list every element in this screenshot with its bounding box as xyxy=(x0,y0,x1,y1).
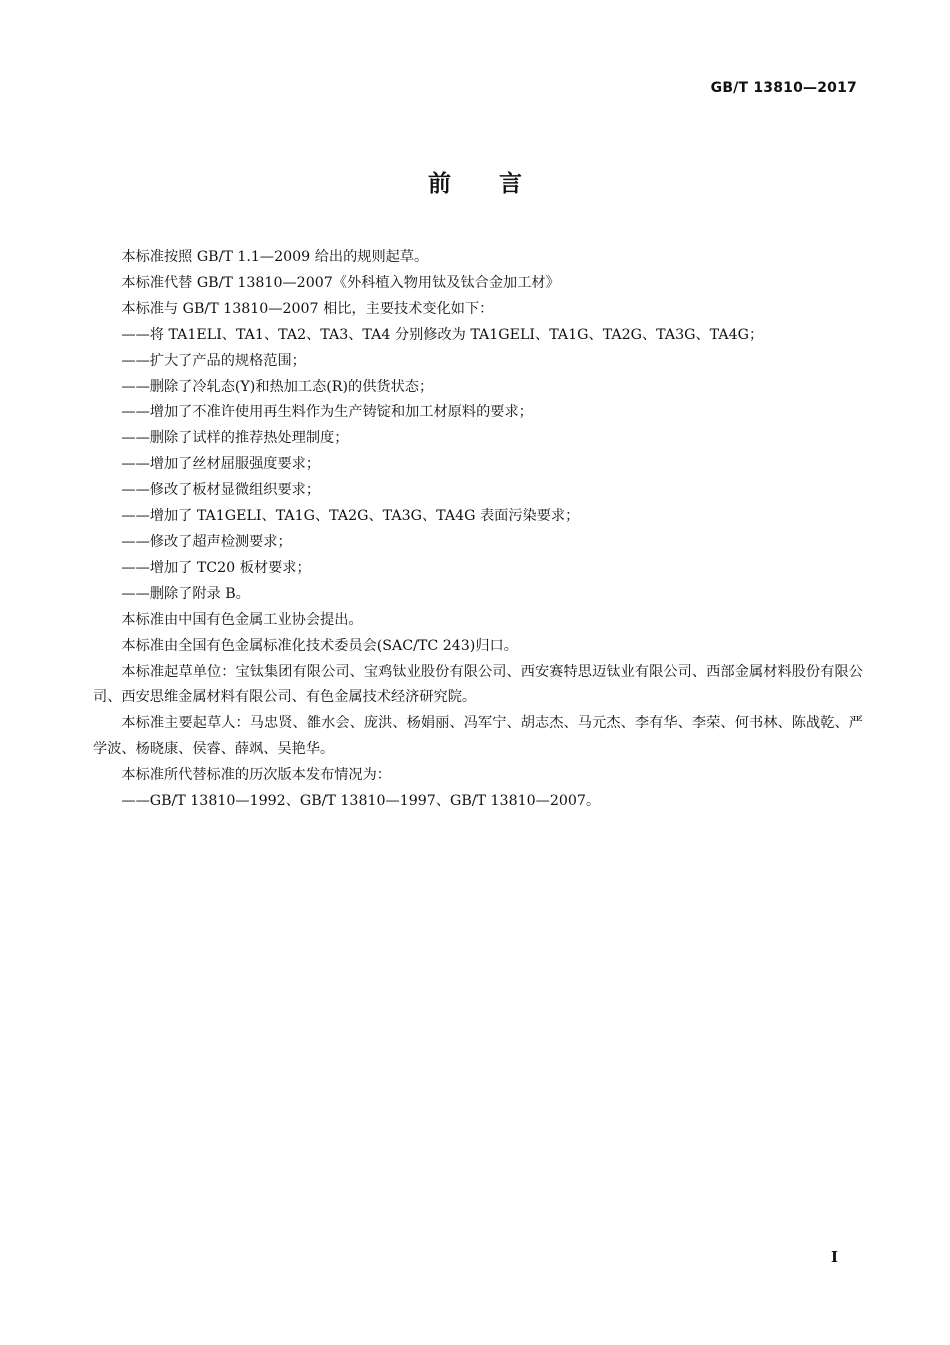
paragraph-replaces: 本标准代替 GB/T 13810—2007《外科植入物用钛及钛合金加工材》 xyxy=(121,274,560,291)
paragraph-centralized-by: 本标准由全国有色金属标准化技术委员会(SAC/TC 243)归口。 xyxy=(121,637,518,654)
title-part-1: 前 xyxy=(428,171,451,197)
page-title xyxy=(0,165,950,198)
change-item: ——将 TA1ELI、TA1、TA2、TA3、TA4 分别修改为 TA1GELI、TA1G、TA2G、TA3G、TA4G； xyxy=(121,326,764,343)
previous-editions-item: ——GB/T 13810—1992、GB/T 13810—1997、GB/T 13810—2007。 xyxy=(121,793,601,810)
paragraph-proposed-by: 本标准由中国有色金属工业协会提出。 xyxy=(121,611,363,628)
paragraph-drafting-units: 本标准起草单位：宝钛集团有限公司、宝鸡钛业股份有限公司、西安赛特思迈钛业有限公司、西部金属材料股份有限公司、西安思维金属材料有限公司、有色金属技术经济研究院。 xyxy=(93,663,863,706)
paragraph-drafting-rules: 本标准按照 GB/T 1.1—2009 给出的规则起草。 xyxy=(121,249,429,265)
change-item: ——增加了 TA1GELI、TA1G、TA2G、TA3G、TA4G 表面污染要求； xyxy=(121,508,580,525)
change-item: ——增加了 TC20 板材要求； xyxy=(121,559,311,576)
standard-number: GB/T 13810—2017 xyxy=(710,80,857,96)
title-part-2: 言 xyxy=(499,171,522,197)
change-item: ——修改了板材显微组织要求； xyxy=(121,482,321,499)
change-item: ——增加了不准许使用再生料作为生产铸锭和加工材原料的要求； xyxy=(121,404,533,421)
paragraph-drafters: 本标准主要起草人：马忠贤、雒水会、庞洪、杨娟丽、冯军宁、胡志杰、马元杰、李有华、李荣、何书林、陈战乾、严学波、杨晓康、侯睿、薛飒、吴艳华。 xyxy=(93,715,863,758)
change-item: ——修改了超声检测要求； xyxy=(121,533,292,550)
foreword-body xyxy=(93,245,863,815)
change-item: ——删除了冷轧态(Y)和热加工态(R)的供货状态； xyxy=(121,378,434,395)
change-item: ——增加了丝材屈服强度要求； xyxy=(121,456,321,473)
change-item: ——扩大了产品的规格范围； xyxy=(121,352,306,369)
change-item: ——删除了试样的推荐热处理制度； xyxy=(121,430,349,447)
page-number: I xyxy=(830,1248,838,1266)
paragraph-changes-intro: 本标准与 GB/T 13810—2007 相比，主要技术变化如下： xyxy=(121,300,494,317)
paragraph-previous-editions-intro: 本标准所代替标准的历次版本发布情况为： xyxy=(121,767,391,784)
change-item: ——删除了附录 B。 xyxy=(121,585,250,602)
